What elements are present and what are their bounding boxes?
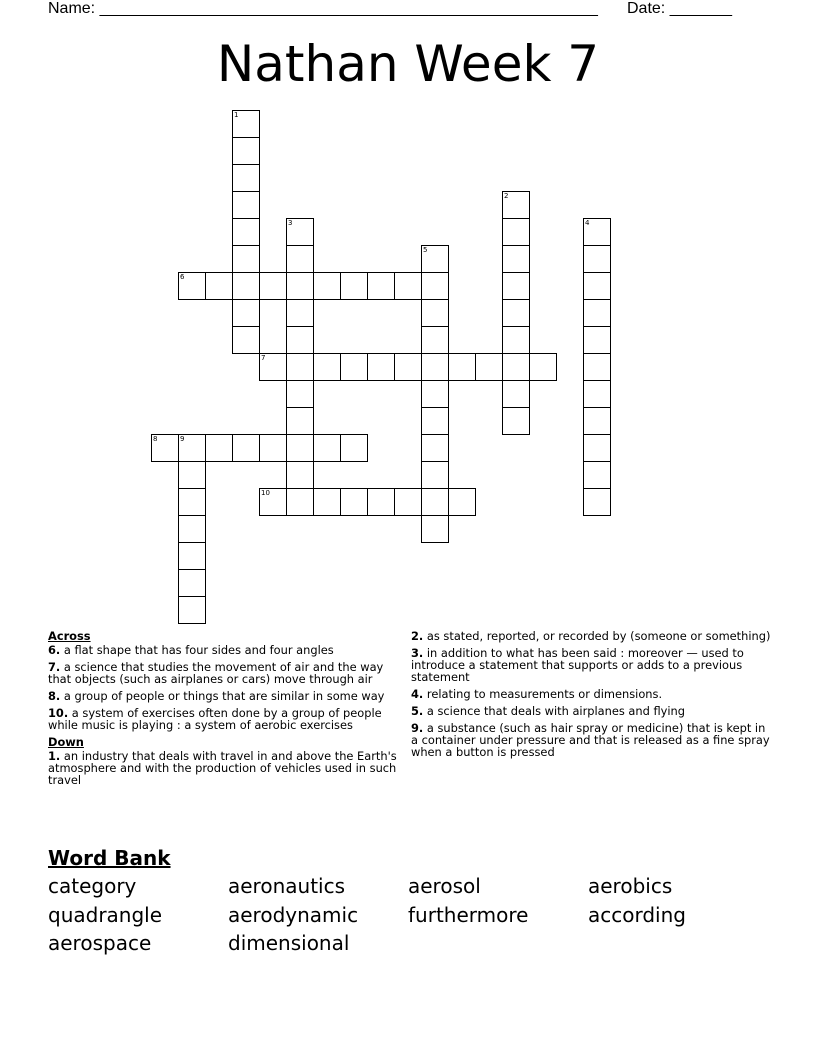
clue-item-number: 7.: [48, 660, 61, 674]
grid-cell[interactable]: [421, 245, 449, 273]
word-bank-item: aerosol: [408, 874, 481, 898]
word-bank-item: quadrangle: [48, 902, 163, 927]
clue-item-text: as stated, reported, or recorded by (someone or something): [423, 629, 771, 643]
grid-cell[interactable]: [151, 434, 179, 462]
grid-cell[interactable]: [232, 137, 260, 165]
grid-cell[interactable]: [232, 245, 260, 273]
clues-column-right: [411, 630, 771, 763]
clue-item-text: a science that studies the movement of air and the way that objects (such as airplanes or cars) move through air: [48, 660, 384, 686]
grid-cell[interactable]: [421, 407, 449, 435]
name-field-label: Name: ________________________________________________________: [48, 0, 598, 17]
clue-number: 1: [234, 111, 239, 119]
grid-cell[interactable]: [313, 272, 341, 300]
page-title: Nathan Week 7: [216, 35, 600, 93]
grid-cell[interactable]: [178, 434, 206, 462]
down-heading: Down: [48, 735, 84, 749]
down-clue-list-continued: [411, 630, 771, 758]
clue-item-number: 3.: [411, 646, 424, 660]
grid-cell[interactable]: [259, 353, 287, 381]
grid-cell[interactable]: [502, 191, 530, 219]
grid-cell[interactable]: [367, 272, 395, 300]
grid-cell[interactable]: [340, 353, 368, 381]
grid-cell[interactable]: [313, 434, 341, 462]
clue-item: [411, 688, 771, 700]
clue-item: [48, 644, 403, 656]
grid-cell[interactable]: [421, 515, 449, 543]
grid-cell[interactable]: [232, 218, 260, 246]
clue-item-number: 2.: [411, 629, 424, 643]
grid-cell[interactable]: [421, 353, 449, 381]
grid-cell[interactable]: [313, 488, 341, 516]
grid-cell[interactable]: [421, 461, 449, 489]
grid-cell[interactable]: [259, 272, 287, 300]
grid-cell[interactable]: [502, 380, 530, 408]
word-bank: [48, 872, 768, 958]
grid-cell[interactable]: [340, 488, 368, 516]
grid-cell[interactable]: [583, 488, 611, 516]
grid-cell[interactable]: [232, 326, 260, 354]
grid-cell[interactable]: [286, 353, 314, 381]
grid-cell[interactable]: [232, 299, 260, 327]
across-clue-list: [48, 644, 403, 731]
grid-cell[interactable]: [286, 272, 314, 300]
grid-cell[interactable]: [286, 380, 314, 408]
word-bank-item: dimensional: [228, 931, 350, 955]
grid-cell[interactable]: [448, 353, 476, 381]
clue-item-text: a flat shape that has four sides and four angles: [60, 643, 334, 657]
grid-cell[interactable]: [232, 434, 260, 462]
grid-cell[interactable]: [421, 488, 449, 516]
clue-item: [48, 661, 403, 685]
clue-item: [411, 630, 771, 642]
clue-item-text: in addition to what has been said : moreover — used to introduce a statement that supports or adds to a previous statement: [411, 646, 744, 684]
grid-cell[interactable]: [421, 299, 449, 327]
grid-cell[interactable]: [583, 299, 611, 327]
date-field-label: Date: _______: [627, 0, 732, 17]
grid-cell[interactable]: [232, 110, 260, 138]
clue-item-number: 5.: [411, 704, 424, 718]
word-bank-item: aerodynamic: [228, 902, 359, 927]
clue-number: 8: [153, 435, 158, 443]
word-bank-item: aerobics: [588, 874, 673, 898]
grid-cell[interactable]: [475, 353, 503, 381]
clue-item-number: 1.: [48, 749, 61, 763]
grid-cell[interactable]: [367, 353, 395, 381]
grid-cell[interactable]: [502, 245, 530, 273]
word-bank-item: aerospace: [48, 931, 152, 955]
clue-number: 4: [585, 219, 590, 227]
clue-number: 3: [288, 219, 293, 227]
grid-cell[interactable]: [583, 326, 611, 354]
grid-cell[interactable]: [367, 488, 395, 516]
clue-item-number: 6.: [48, 643, 61, 657]
clue-item-number: 4.: [411, 687, 424, 701]
grid-cell[interactable]: [394, 272, 422, 300]
grid-cell[interactable]: [286, 461, 314, 489]
grid-cell[interactable]: [502, 299, 530, 327]
grid-cell[interactable]: [502, 407, 530, 435]
clue-number: 7: [261, 354, 266, 362]
grid-cell[interactable]: [421, 326, 449, 354]
grid-cell[interactable]: [583, 434, 611, 462]
clue-item-text: relating to measurements or dimensions.: [423, 687, 663, 701]
grid-cell[interactable]: [502, 326, 530, 354]
clue-item: [48, 750, 403, 786]
down-clue-list: [48, 750, 403, 786]
grid-cell[interactable]: [340, 272, 368, 300]
grid-cell[interactable]: [583, 380, 611, 408]
grid-cell[interactable]: [178, 569, 206, 597]
grid-cell[interactable]: [502, 272, 530, 300]
grid-cell[interactable]: [286, 488, 314, 516]
grid-cell[interactable]: [286, 434, 314, 462]
grid-cell[interactable]: [178, 272, 206, 300]
grid-cell[interactable]: [421, 434, 449, 462]
grid-cell[interactable]: [286, 326, 314, 354]
grid-cell[interactable]: [583, 353, 611, 381]
grid-cell[interactable]: [178, 542, 206, 570]
grid-cell[interactable]: [502, 353, 530, 381]
grid-cell[interactable]: [394, 488, 422, 516]
clue-item: [411, 705, 771, 717]
clue-item-text: a group of people or things that are similar in some way: [60, 689, 385, 703]
grid-cell[interactable]: [286, 299, 314, 327]
clue-item-number: 8.: [48, 689, 61, 703]
clue-item: [411, 722, 771, 758]
grid-cell[interactable]: [448, 488, 476, 516]
word-bank-item: aeronautics: [228, 874, 346, 898]
clue-item-text: an industry that deals with travel in and above the Earth's atmosphere and with the production of vehicles used in such travel: [48, 749, 397, 787]
clue-number: 9: [180, 435, 185, 443]
clue-item: [48, 690, 403, 702]
clue-item: [411, 647, 771, 683]
grid-cell[interactable]: [205, 434, 233, 462]
clue-item-text: a system of exercises often done by a group of people while music is playing : a system of aerobic exercises: [48, 706, 382, 732]
grid-cell[interactable]: [313, 353, 341, 381]
across-heading: Across: [48, 629, 91, 643]
grid-cell[interactable]: [259, 488, 287, 516]
clue-item-text: a substance (such as hair spray or medicine) that is kept in a container under pressure and that is released as a fine spray when a button is pressed: [411, 721, 770, 759]
grid-cell[interactable]: [583, 245, 611, 273]
clue-item-number: 10.: [48, 706, 69, 720]
grid-cell[interactable]: [286, 407, 314, 435]
grid-cell[interactable]: [232, 191, 260, 219]
grid-cell[interactable]: [394, 353, 422, 381]
grid-cell[interactable]: [340, 434, 368, 462]
clues-column-left: [48, 630, 403, 791]
clue-item-number: 9.: [411, 721, 424, 735]
grid-cell[interactable]: [502, 218, 530, 246]
word-bank-item: category: [48, 874, 137, 898]
grid-cell[interactable]: [583, 407, 611, 435]
grid-cell[interactable]: [205, 272, 233, 300]
clue-item-text: a science that deals with airplanes and flying: [423, 704, 686, 718]
grid-cell[interactable]: [421, 272, 449, 300]
grid-cell[interactable]: [178, 515, 206, 543]
grid-cell[interactable]: [178, 488, 206, 516]
grid-cell[interactable]: [232, 272, 260, 300]
grid-cell[interactable]: [583, 461, 611, 489]
word-bank-item: furthermore: [408, 902, 529, 927]
grid-cell[interactable]: [232, 164, 260, 192]
clue-item: [48, 707, 403, 731]
grid-cell[interactable]: [583, 272, 611, 300]
clue-number: 2: [504, 192, 509, 200]
word-bank-title: Word Bank: [48, 846, 171, 870]
grid-cell[interactable]: [286, 218, 314, 246]
grid-cell[interactable]: [529, 353, 557, 381]
grid-cell[interactable]: [178, 596, 206, 624]
grid-cell[interactable]: [259, 434, 287, 462]
clue-number: 5: [423, 246, 428, 254]
grid-cell[interactable]: [286, 245, 314, 273]
grid-cell[interactable]: [178, 461, 206, 489]
grid-cell[interactable]: [421, 380, 449, 408]
word-bank-item: according: [588, 902, 686, 927]
grid-cell[interactable]: [583, 218, 611, 246]
clue-number: 10: [261, 489, 270, 497]
clue-number: 6: [180, 273, 185, 281]
